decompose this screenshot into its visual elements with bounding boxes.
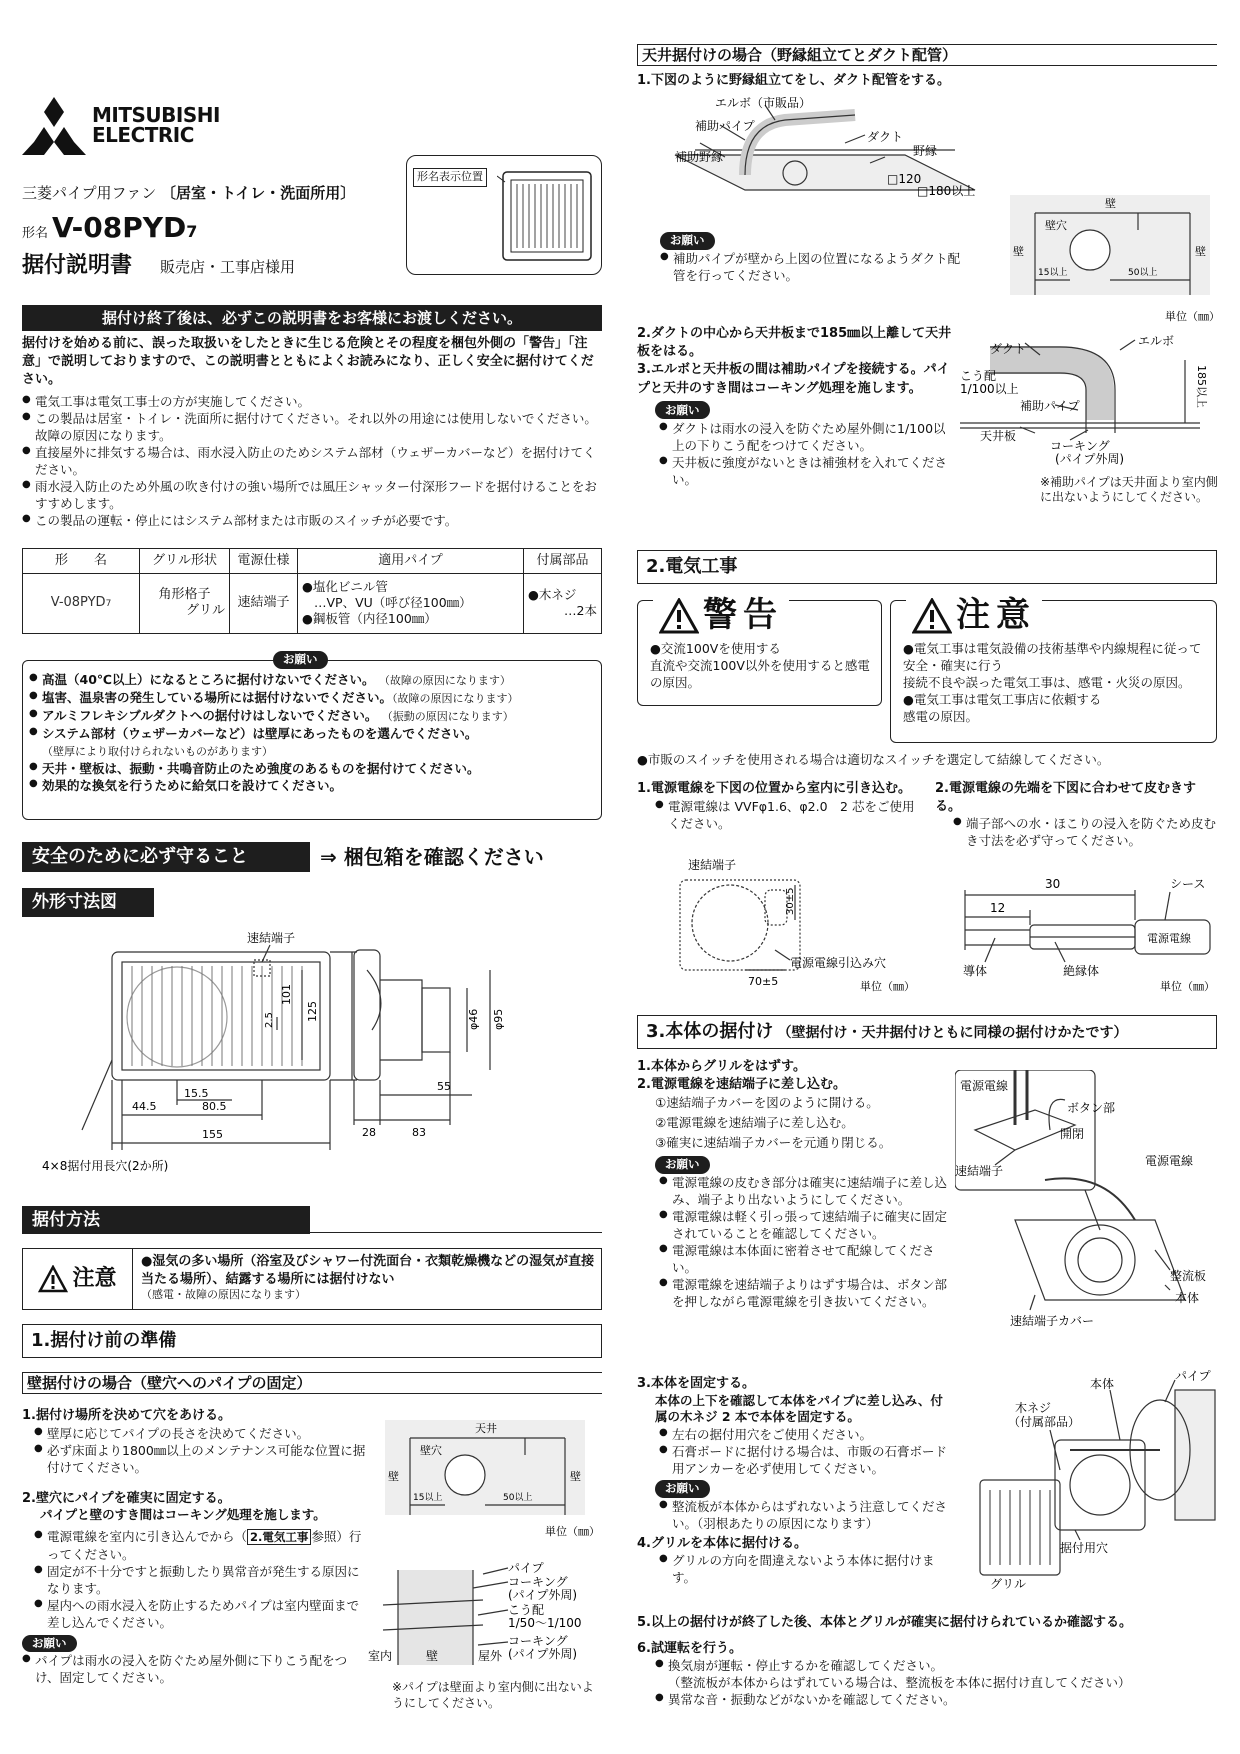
diag-ceiling: 天井 bbox=[475, 1422, 497, 1435]
ws-conductor: 導体 bbox=[963, 964, 988, 978]
electric-step1: 1.電源電線を下図の位置から室内に引き込む。 bbox=[637, 781, 911, 796]
th-model: 形 名 bbox=[23, 549, 140, 574]
dimension-drawing bbox=[22, 910, 602, 1180]
caution-text: ●湿気の多い場所（浴室及びシャワー付洗面台・衣類乾燥機などの湿気が直接当たる場所）、結露する場所には据付けない bbox=[141, 1254, 595, 1287]
request-item: アルミフレキシブルダクトへの据付けはしないでください。 bbox=[42, 707, 378, 723]
bm-pipe: パイプ bbox=[1175, 1370, 1211, 1383]
notice-bar: 据付け終了後は、必ずこの説明書をお客様にお渡しください。 bbox=[22, 305, 602, 331]
cf-120: □120 bbox=[887, 172, 922, 186]
safety-arrow: ⇒ 梱包箱を確認ください bbox=[320, 845, 544, 869]
cf-pipe: 補助パイプ bbox=[695, 119, 755, 133]
warning-line1: ●交流100Vを使用する bbox=[650, 641, 781, 656]
diag-50: 50以上 bbox=[503, 1493, 533, 1503]
wi-hole: 電源電線引込み穴 bbox=[790, 956, 887, 970]
tc-terminal: 速結端子 bbox=[955, 1164, 1004, 1178]
dim-phi46: φ46 bbox=[467, 1008, 480, 1030]
warning-box bbox=[637, 595, 882, 706]
ce-pipe: 補助パイプ bbox=[1020, 399, 1080, 413]
request-note: （壁厚により取付けられないものがあります） bbox=[42, 744, 273, 758]
intro-bullet: ● この製品は居室・トイレ・洗面所に据付けてください。それ以外の用途には使用しないでください。故障の原因になります。 bbox=[22, 410, 602, 444]
wall-install-title: 壁据付けの場合（壁穴へのパイプの固定） bbox=[22, 1372, 602, 1394]
cw-50: 50以上 bbox=[1128, 268, 1158, 278]
intro-bullet: ● 雨水浸入防止のため外風の吹き付けの強い場所では風圧シャッター付深形フードを据付けることをおすすめします。 bbox=[22, 478, 602, 512]
mount-req-item: ● 電源電線を速結端子よりはずす場合は、ボタン部を押しながら電源電線を引き抜いてください。 bbox=[659, 1276, 947, 1310]
dim-155a: 15.5 bbox=[184, 1087, 209, 1100]
th-grille: グリル形状 bbox=[140, 549, 230, 574]
caution-triangle-icon bbox=[38, 1265, 68, 1293]
cw-wall-r: 壁 bbox=[1195, 245, 1206, 258]
cw-hole: 壁穴 bbox=[1045, 219, 1067, 232]
ws-insulator: 絶縁体 bbox=[1063, 964, 1100, 978]
prep-step2-bullet: ● 屋内への雨水浸入を防止するためパイプは室内壁面まで差し込んでください。 bbox=[34, 1597, 367, 1631]
mount-step2-sub: ③確実に速結端子カバーを元通り閉じる。 bbox=[655, 1135, 892, 1151]
intro-bullet: ● 直接屋外に排気する場合は、雨水浸入防止のためシステム部材（ウェザーカバーなど）を据付けてください。 bbox=[22, 444, 602, 478]
bm-screwb: （付属部品） bbox=[1008, 1415, 1081, 1429]
warning-triangle-icon bbox=[659, 598, 699, 634]
mount-step2: 2.電源電線を速結端子に差し込む。 bbox=[637, 1076, 846, 1092]
cw-wall-l: 壁 bbox=[1013, 245, 1024, 258]
ceiling-req2: ● ダクトは雨水の浸入を防ぐため屋外側に1/100以上の下りこう配をつけてください。 bbox=[659, 420, 957, 454]
electric-caution-4: 感電の原因。 bbox=[903, 708, 979, 724]
cf-noen: 野縁 bbox=[913, 144, 938, 158]
cw-unit: 単位（㎜） bbox=[1165, 310, 1220, 323]
dim-28: 28 bbox=[362, 1126, 376, 1139]
th-power: 電源仕様 bbox=[230, 549, 298, 574]
brand-line1: MITSUBISHI bbox=[92, 103, 220, 127]
prep-title: 1.据付け前の準備 bbox=[22, 1324, 602, 1358]
electric-caution-title: 注意 bbox=[956, 595, 1036, 635]
cell-model-sub: 7 bbox=[105, 599, 112, 610]
tc-open: 開閉 bbox=[1060, 1127, 1085, 1141]
cw-15: 15以上 bbox=[1038, 268, 1068, 278]
cf-elbow: エルボ（市販品） bbox=[715, 96, 812, 110]
request-label: お願い bbox=[273, 651, 328, 669]
doc-title: 据付説明書 bbox=[22, 253, 133, 279]
model-suffix: 7 bbox=[186, 222, 198, 242]
mount-title: 3.本体の据付け bbox=[646, 1021, 774, 1042]
tc-wire2: 電源電線 bbox=[1145, 1154, 1194, 1168]
ws-wire: 電源電線 bbox=[1147, 932, 1191, 945]
model-name: V-08PYD bbox=[52, 211, 187, 245]
th-parts: 付属部品 bbox=[524, 549, 602, 574]
diag-15: 15以上 bbox=[413, 1493, 443, 1503]
th-pipe: 適用パイプ bbox=[298, 549, 524, 574]
dim-slot: 4×8据付用長穴(2か所) bbox=[42, 1159, 169, 1173]
pipe-outdoor: 屋外 bbox=[478, 1649, 503, 1663]
switch-note: ●市販のスイッチを使用される場合は適切なスイッチを選定して結線してください。 bbox=[637, 752, 1110, 767]
caution-triangle-icon bbox=[912, 598, 952, 634]
tc-plate: 整流板 bbox=[1170, 1269, 1207, 1283]
mount-step5: 5.以上の据付けが終了した後、本体とグリルが確実に据付けられているか確認する。 bbox=[637, 1615, 1132, 1630]
prep-step1: 1.据付け場所を決めて穴をあける。 bbox=[22, 1408, 231, 1423]
ceiling-wall-diagram bbox=[1010, 195, 1220, 325]
ce-duct: ダクト bbox=[990, 342, 1027, 356]
pipe-note: ※パイプは壁面より室内側に出ないようにしてください。 bbox=[392, 1680, 594, 1710]
mount-req-item: ● 電源電線は本体面に密着させて配線してください。 bbox=[659, 1242, 947, 1276]
nameplate-illustration bbox=[406, 155, 602, 275]
caution-box bbox=[22, 1248, 602, 1310]
cell-grille-2: グリル bbox=[185, 603, 225, 619]
ws-30: 30 bbox=[1045, 877, 1061, 891]
pipe-caulk2: コーキング bbox=[508, 1634, 568, 1648]
prep-step2-b1b: 参照）行ってください。 bbox=[47, 1528, 362, 1562]
mount-step6: 6.試運転を行う。 bbox=[637, 1640, 742, 1656]
intro-bullet: ● この製品の運転・停止にはシステム部材または市販のスイッチが必要です。 bbox=[22, 512, 602, 529]
prep-step2: 2.壁穴にパイプを確実に固定する。 bbox=[22, 1490, 231, 1506]
prep-step2-bullet: ● 固定が不十分ですと振動したり異常音が発生する原因になります。 bbox=[34, 1563, 367, 1597]
cf-duct: ダクト bbox=[867, 130, 904, 144]
warning-line2: 直流や交流100V以外を使用すると感電の原因。 bbox=[650, 657, 870, 690]
ce-185: 185以上 bbox=[1195, 365, 1208, 408]
ce-slope-val: 1/100以上 bbox=[960, 382, 1019, 396]
nameplate-label: 形名表示位置 bbox=[413, 168, 487, 187]
mount-req2-label: お願い bbox=[655, 1480, 710, 1498]
fan-grille-icon bbox=[497, 166, 597, 266]
cell-pipe-2: …VP、VU（呼び径100㎜） bbox=[314, 594, 472, 610]
prep-step1-bullet: ● 壁厚に応じてパイプの長さを決めてください。 bbox=[34, 1425, 367, 1442]
product-category: 三菱パイプ用ファン bbox=[22, 184, 157, 202]
safety-header bbox=[22, 842, 602, 874]
terminal-connection-diagram bbox=[955, 1070, 1220, 1330]
mount-step6-b1n: （整流板が本体からはずれている場合は、整流板を本体に据付け直してください） bbox=[668, 1675, 1131, 1691]
mount-req2: ● 整流板が本体からはずれないよう注意してください。（羽根あたりの原因になります） bbox=[659, 1498, 947, 1532]
pipe-lbl: パイプ bbox=[508, 1561, 544, 1575]
mount-step3-bullet: ● 石膏ボードに据付ける場合は、市販の石膏ボード用アンカーを必ず使用してください。 bbox=[659, 1443, 947, 1477]
dim-125: 125 bbox=[306, 1001, 319, 1022]
bm-screw: 木ネジ bbox=[1015, 1401, 1052, 1415]
safety-title: 安全のために必ず守ること bbox=[22, 842, 310, 872]
cell-model: V-08PYD bbox=[50, 595, 106, 611]
ce-elbow: エルボ bbox=[1138, 335, 1175, 348]
caution-label: 注意 bbox=[72, 1266, 117, 1292]
request-note: （振動の原因になります） bbox=[381, 709, 514, 723]
doc-audience: 販売店・工事店様用 bbox=[160, 258, 296, 277]
cf-nobuchi: 補助野縁 bbox=[675, 150, 724, 164]
body-mount-diagram bbox=[960, 1370, 1220, 1590]
electric-caution-3: ●電気工事は電気工事店に依頼する bbox=[903, 691, 1102, 707]
diag-wall-r: 壁 bbox=[570, 1470, 581, 1483]
bm-hole: 据付用穴 bbox=[1060, 1541, 1109, 1555]
bm-grille: グリル bbox=[990, 1577, 1027, 1590]
intro-bullet: ● 電気工事は電気工事士の方が実施してください。 bbox=[22, 393, 602, 410]
ce-board: 天井板 bbox=[980, 429, 1017, 443]
prep-req-item: ● パイプは雨水の浸入を防ぐため屋外側に下りこう配をつけ、固定してください。 bbox=[22, 1652, 367, 1686]
prep-step2-sub: パイプと壁のすき間はコーキング処理を施します。 bbox=[40, 1507, 326, 1523]
pipe-caulk1: コーキング bbox=[508, 1575, 568, 1589]
mount-step3-bullet: ● 左右の据付用穴をご使用ください。 bbox=[659, 1426, 947, 1443]
ceiling-step1: 1.下図のように野縁組立てをし、ダクト配管をする。 bbox=[637, 73, 950, 88]
ce-caulk: コーキング bbox=[1050, 439, 1110, 453]
ceiling-frame-diagram bbox=[655, 95, 985, 230]
electric-step2: 2.電源電線の先端を下図に合わせて皮むきする。 bbox=[935, 781, 1196, 814]
dim-25: 2.5 bbox=[264, 1012, 275, 1028]
tc-button: ボタン部 bbox=[1067, 1101, 1116, 1115]
request-item: 高温（40℃以上）になるところに据付けないでください。 bbox=[42, 672, 375, 687]
pipe-slope: こう配 bbox=[508, 1603, 545, 1617]
cell-pipe-3: ●鋼板管（内径100㎜） bbox=[302, 611, 437, 627]
brand-line2: ELECTRIC bbox=[92, 123, 194, 147]
mount-req-item: ● 電源電線の皮むき部分は確実に速結端子に差し込み、端子より出ないようにしてください。 bbox=[659, 1174, 947, 1208]
request-item: システム部材（ウェザーカバーなど）は壁厚にあったものを選んでください。 bbox=[42, 725, 478, 741]
install-method-header bbox=[22, 1206, 602, 1234]
request-item: 塩害、温泉害の発生している場所には据付けないでください。 bbox=[42, 689, 393, 705]
cw-wall-top: 壁 bbox=[1105, 197, 1116, 210]
ce-caulkb: (パイプ外周) bbox=[1055, 452, 1125, 466]
pipe-indoor: 室内 bbox=[368, 1649, 393, 1663]
prep-step2-b1a: 電源電線を室内に引き込んでから（ bbox=[47, 1528, 248, 1544]
electric-caution-box bbox=[890, 595, 1217, 743]
tc-wire: 電源電線 bbox=[960, 1079, 1009, 1093]
dim-phi95: φ95 bbox=[492, 1008, 505, 1030]
pipe-caulk2b: (パイプ外周) bbox=[508, 1647, 578, 1661]
dim-terminal: 速結端子 bbox=[247, 931, 296, 945]
ws-sheath: シース bbox=[1170, 877, 1206, 891]
electric-title: 2.電気工事 bbox=[637, 550, 1217, 584]
diag-hole: 壁穴 bbox=[420, 1444, 442, 1457]
wi-terminal: 速結端子 bbox=[688, 858, 737, 872]
mount-req-label: お願い bbox=[655, 1156, 710, 1174]
mount-step6-b1: 換気扇が運転・停止するかを確認してください。 bbox=[668, 1658, 944, 1674]
electric-step1-b: ● 電源電線は VVFφ1.6、φ2.0 2 芯をご使用ください。 bbox=[655, 798, 922, 832]
cell-pipe-1: ●塩化ビニル管 bbox=[302, 578, 388, 594]
diag-wall-l: 壁 bbox=[388, 1470, 399, 1483]
request-note: （故障の原因になります） bbox=[392, 691, 519, 705]
warning-title: 警告 bbox=[703, 595, 783, 635]
wire-inlet-diagram bbox=[660, 855, 920, 995]
dim-101: 101 bbox=[280, 984, 293, 1005]
intro-lead: 据付けを始める前に、誤った取扱いをしたときに生じる危険とその程度を梱包外側の「警告」「注意」で説明しておりますので、この説明書とともによくお読みになり、正しく安全に据付けてください。 bbox=[22, 336, 594, 388]
wi-30: 30±5 bbox=[785, 887, 796, 915]
install-method-title: 据付方法 bbox=[22, 1206, 310, 1234]
model-prefix: 形名 bbox=[22, 226, 49, 242]
electric-caution-2: 接続不良や誤った電気工事は、感電・火災の原因。 bbox=[903, 674, 1191, 690]
wi-70: 70±5 bbox=[748, 975, 779, 988]
cell-parts-2: …2本 bbox=[564, 603, 597, 619]
pipe-caulk1b: (パイプ外周) bbox=[508, 1588, 578, 1602]
cf-180: □180以上 bbox=[917, 184, 976, 198]
mount-title-sub: （壁据付け・天井据付けともに同様の据付けかたです） bbox=[777, 1025, 1128, 1041]
dimension-title: 外形寸法図 bbox=[22, 888, 154, 917]
diag-unit: 単位（㎜） bbox=[545, 1525, 600, 1538]
mount-step1: 1.本体からグリルをはずす。 bbox=[637, 1059, 806, 1074]
electric-step2-b: ● 端子部への水・ほこりの浸入を防ぐため皮むき寸法を必ず守ってください。 bbox=[953, 815, 1220, 849]
ceiling-req2-label: お願い bbox=[655, 401, 710, 419]
cell-parts-1: ●木ネジ bbox=[528, 586, 577, 602]
request-item: 効果的な換気を行うために給気口を設けてください。 bbox=[42, 777, 343, 793]
mount-step6-b2: ● 異常な音・振動などがないかを確認してください。 bbox=[655, 1691, 1227, 1708]
ceiling-req2: ● 天井板に強度がないときは補強材を入れてください。 bbox=[659, 454, 957, 488]
mount-step3-sub: 本体の上下を確認して本体をパイプに差し込み、付属の木ネジ 2 本で本体を固定する。 bbox=[655, 1392, 943, 1425]
mount-step4: 4.グリルを本体に据付ける。 bbox=[637, 1535, 807, 1551]
pipe-slope-val: 1/50～1/100 bbox=[508, 1616, 582, 1630]
dim-445: 44.5 bbox=[132, 1100, 157, 1113]
wire-strip-diagram bbox=[955, 870, 1220, 995]
ceiling-elbow-note: ※補助パイプは天井面より室内側に出ないようにしてください。 bbox=[1040, 475, 1218, 504]
mount-step2-sub: ②電源電線を速結端子に差し込む。 bbox=[655, 1115, 854, 1131]
ws-unit: 単位（㎜） bbox=[1160, 980, 1215, 993]
ceiling-req1: ● 補助パイプが壁から上図の位置になるようダクト配管を行ってください。 bbox=[660, 250, 970, 284]
product-usage: 〔居室・トイレ・洗面所用〕 bbox=[161, 184, 356, 202]
mount-req-item: ● 電源電線は軽く引っ張って速結端子に確実に固定されていることを確認してください。 bbox=[659, 1208, 947, 1242]
prep-req-label: お願い bbox=[22, 1635, 77, 1653]
mount-step2-sub: ①速結端子カバーを図のように開ける。 bbox=[655, 1095, 879, 1111]
dim-805: 80.5 bbox=[202, 1100, 227, 1113]
mount-header bbox=[637, 1015, 1217, 1049]
wi-unit: 単位（㎜） bbox=[860, 980, 915, 993]
spec-table bbox=[22, 548, 602, 634]
wall-hole-diagram bbox=[385, 1420, 600, 1540]
electric-caution-1: ●電気工事は電気設備の技術基準や内線規程に従って安全・確実に行う bbox=[903, 641, 1202, 673]
pipe-wall: 壁 bbox=[426, 1649, 439, 1663]
mount-step4-b: ● グリルの方向を間違えないよう本体に据付けます。 bbox=[659, 1552, 947, 1586]
dim-83: 83 bbox=[412, 1126, 426, 1139]
tc-body: 本体 bbox=[1175, 1291, 1200, 1305]
prep-step1-bullet: ● 必ず床面より1800㎜以上のメンテナンス可能な位置に据付けてください。 bbox=[34, 1442, 367, 1476]
caution-note: （感電・故障の原因になります） bbox=[141, 1288, 306, 1302]
cell-power: 速結端子 bbox=[230, 573, 298, 633]
tc-cover: 速結端子カバー bbox=[1010, 1314, 1095, 1328]
dim-55: 55 bbox=[437, 1080, 451, 1093]
ws-12: 12 bbox=[990, 901, 1006, 915]
ref-electric[interactable]: 2.電気工事 bbox=[247, 1529, 311, 1545]
mitsubishi-diamonds-icon bbox=[22, 95, 86, 155]
dim-155: 155 bbox=[202, 1128, 223, 1141]
mount-step3: 3.本体を固定する。 bbox=[637, 1376, 755, 1391]
bm-body: 本体 bbox=[1090, 1377, 1115, 1391]
request-item: 天井・壁板は、振動・共鳴音防止のため強度のあるものを据付けてください。 bbox=[42, 760, 480, 776]
ce-slope: こう配 bbox=[960, 369, 997, 383]
request-box bbox=[22, 652, 602, 820]
request-note: （故障の原因になります） bbox=[378, 674, 511, 687]
pipe-section-diagram bbox=[368, 1560, 600, 1750]
ceiling-req-label: お願い bbox=[660, 232, 715, 250]
brand-logo bbox=[22, 95, 232, 155]
cell-grille-1: 角形格子 bbox=[158, 587, 211, 603]
ceiling-step3: 3.エルボと天井板の間は補助パイプを接続する。パイプと天井のすき間はコーキング処理を施します。 bbox=[637, 362, 950, 396]
ceiling-install-title: 天井据付けの場合（野縁組立てとダクト配管） bbox=[637, 44, 1217, 66]
ceiling-step2: 2.ダクトの中心から天井板まで185㎜以上離して天井板をはる。 bbox=[637, 326, 952, 360]
